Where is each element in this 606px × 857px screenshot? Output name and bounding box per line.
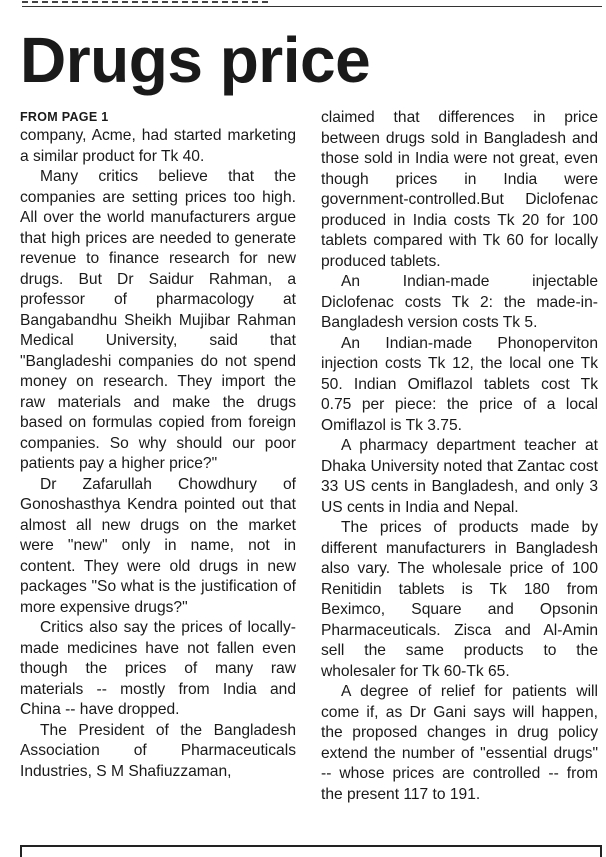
article-column-1 — [20, 109, 296, 782]
top-rule — [22, 6, 602, 7]
paragraph: A degree of relief for patients will come if, as Dr Gani says will happen, the proposed changes in drug policy extend the number of "essential drugs" -- whose prices are controlled -- from the present 117 to 191. — [321, 683, 598, 803]
clipped-header-fragment — [22, 0, 272, 5]
next-article-box-edge — [20, 845, 602, 857]
paragraph: company, Acme, had started marketing a similar product for Tk 40. — [20, 127, 296, 165]
paragraph: claimed that differences in price between drugs sold in Bangladesh and those sold in India were not great, even though prices in India were government-controlled.But Diclofenac produced in India costs Tk 20 for 100 tablets compared with Tk 60 for locally produced tablets. — [321, 109, 598, 270]
paragraph: An Indian-made Phonoperviton injection costs Tk 12, the local one Tk 50. Indian Omiflazol tablets cost Tk 0.75 per piece: the price of a local Omiflazol is Tk 3.75. — [321, 334, 598, 434]
paragraph: The President of the Bangladesh Association of Pharmaceuticals Industries, S M Shafiuzzaman, — [20, 721, 296, 780]
headline: Drugs price — [20, 24, 371, 96]
paragraph: Dr Zafarullah Chowdhury of Gonoshasthya Kendra pointed out that almost all new drugs on the market were "new" only in name, not in content. They were old drugs in new packages "So what is the justification of more expensive drugs?" — [20, 475, 296, 616]
paragraph: The prices of products made by different manufacturers in Bangladesh also vary. The wholesale price of 100 Renitidin tablets is Tk 180 from Beximco, Square and Opsonin Pharmaceuticals. Zisca and Al-Amin sell the same products to the wholesaler for Tk 60-Tk 65. — [321, 519, 598, 680]
paragraph: Many critics believe that the companies are setting prices too high. All over the world manufacturers argue that high prices are needed to generate revenue to finance research for new drugs. But Dr Saidur Rahman, a professor of pharmacology at Bangabandhu Sheikh Mujibar Rahman Medical University, said that "Bangladeshi companies do not spend money on research. They import the raw materials and make the drugs based on formulas copied from foreign companies. So why should our poor patients pay a higher price?" — [20, 168, 296, 472]
paragraph: A pharmacy department teacher at Dhaka University noted that Zantac cost 33 US cents in Bangladesh, and only 3 US cents in India and Nepal. — [321, 437, 598, 516]
paragraph: Critics also say the prices of locally-made medicines have not fallen even though the prices of many raw materials -- mostly from India and China -- have dropped. — [20, 619, 296, 718]
continuation-kicker: FROM PAGE 1 — [20, 110, 109, 124]
article-column-2 — [321, 108, 598, 805]
paragraph: An Indian-made injectable Diclofenac costs Tk 2: the made-in-Bangladesh version costs Tk 5. — [321, 273, 598, 331]
